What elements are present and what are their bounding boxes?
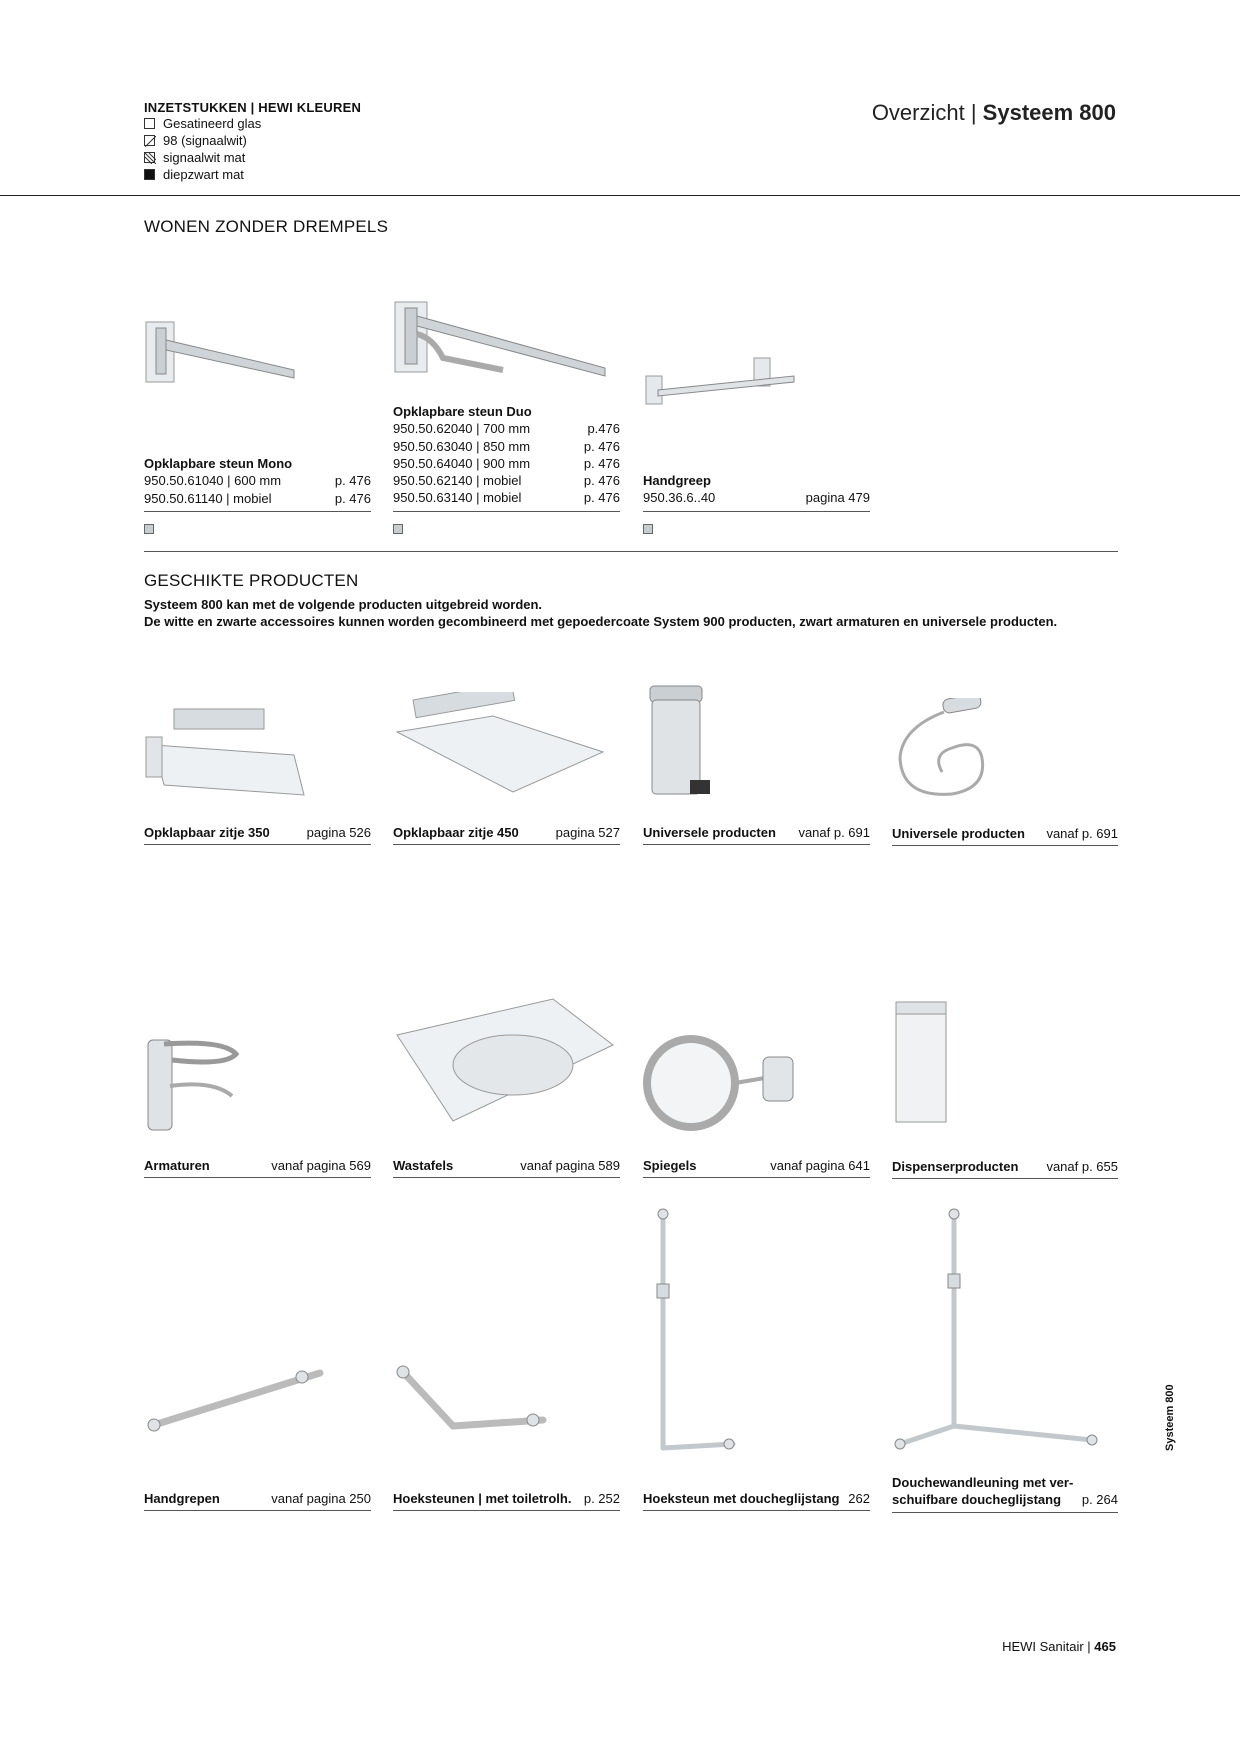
product-caption: Hoeksteun met doucheglijstang 262 — [643, 1491, 870, 1511]
corner-support-shower-rail-image — [643, 1208, 743, 1458]
color-swatch-icon — [144, 524, 154, 534]
product-caption: Opklapbaar zitje 450 pagina 527 — [393, 825, 620, 845]
swatch-hatched-icon — [144, 152, 155, 163]
swatch-diagonal-icon — [144, 135, 155, 146]
dispenser-image — [892, 998, 952, 1128]
hand-shower-image — [892, 698, 992, 803]
page-footer: HEWI Sanitair | 465 — [1002, 1639, 1116, 1654]
folding-seat-450-image — [393, 692, 608, 802]
product-divider — [144, 511, 371, 512]
shower-rail-image — [892, 1208, 1102, 1458]
product-caption: Douchewandleuning met ver- schuifbare doucheglijstang p. 264 — [892, 1474, 1118, 1513]
folding-support-mono-image — [144, 318, 304, 388]
product-caption: Wastafels vanaf pagina 589 — [393, 1158, 620, 1178]
page-title: Overzicht | Systeem 800 — [871, 100, 1116, 125]
section-heading: GESCHIKTE PRODUCTEN — [144, 571, 359, 590]
legend-label: signaalwit mat — [163, 150, 246, 165]
product-caption: Dispenserproducten vanaf p. 655 — [892, 1159, 1118, 1179]
color-swatch-icon — [393, 524, 403, 534]
folding-seat-350-image — [144, 705, 314, 800]
product-name: Opklapbare steun Duo — [393, 404, 532, 419]
section-heading: WONEN ZONDER DREMPELS — [144, 217, 389, 236]
color-swatch-icon — [643, 524, 653, 534]
swatch-black-icon — [144, 169, 155, 180]
product-caption: Hoeksteunen | met toiletrolh. p. 252 — [393, 1491, 620, 1511]
mirror-image — [643, 1033, 803, 1138]
product-caption: Opklapbaar zitje 350 pagina 526 — [144, 825, 371, 845]
legend-title: INZETSTUKKEN | HEWI KLEUREN — [144, 100, 362, 115]
product-caption: Armaturen vanaf pagina 569 — [144, 1158, 371, 1178]
corner-support-image — [393, 1362, 553, 1437]
intro-line: De witte en zwarte accessoires kunnen worden gecombineerd met gepoedercoate System 900 producten, zwart armaturen en universele producten. — [144, 614, 1058, 629]
legend-label: 98 (signaalwit) — [163, 133, 247, 148]
product-caption: Handgrepen vanaf pagina 250 — [144, 1491, 371, 1511]
product-caption: Universele producten vanaf p. 691 — [643, 825, 870, 845]
product-name: Handgreep — [643, 473, 711, 488]
pedal-bin-image — [644, 682, 714, 802]
product-caption: Spiegels vanaf pagina 641 — [643, 1158, 870, 1178]
product-duo: Opklapbare steun Duo 950.50.62040 | 700 mm p.476 950.50.63040 | 850 mm p. 476 950.50.64040 | 900 mm p. 476 950.50.62140 | mobiel p. 476 950.50.63140 | mobiel p. 476 — [393, 404, 620, 506]
washbasin-image — [393, 995, 618, 1125]
legend-item — [144, 167, 244, 182]
product-name: Opklapbare steun Mono — [144, 456, 293, 471]
header-divider — [0, 195, 1240, 196]
intro-line: Systeem 800 kan met de volgende producten uitgebreid worden. — [144, 597, 543, 612]
faucet-image — [144, 1030, 244, 1135]
legend-item — [144, 116, 261, 131]
product-divider — [393, 511, 620, 512]
product-handgrip: Handgreep 950.36.6..40 pagina 479 — [643, 473, 870, 506]
side-section-label: Systeem 800 — [1164, 1384, 1176, 1451]
product-caption: Universele producten vanaf p. 691 — [892, 826, 1118, 846]
handgrip-image — [644, 354, 804, 408]
legend-item — [144, 133, 247, 148]
legend-label: Gesatineerd glas — [163, 116, 262, 131]
folding-support-duo-image — [393, 298, 613, 393]
product-mono: Opklapbare steun Mono 950.50.61040 | 600 mm p. 476 950.50.61140 | mobiel p. 476 — [144, 456, 371, 506]
legend-label: diepzwart mat — [163, 167, 244, 182]
swatch-empty-icon — [144, 118, 155, 129]
legend-item — [144, 150, 245, 165]
grab-bar-image — [144, 1365, 329, 1435]
section-divider — [144, 551, 1118, 552]
product-divider — [643, 511, 870, 512]
